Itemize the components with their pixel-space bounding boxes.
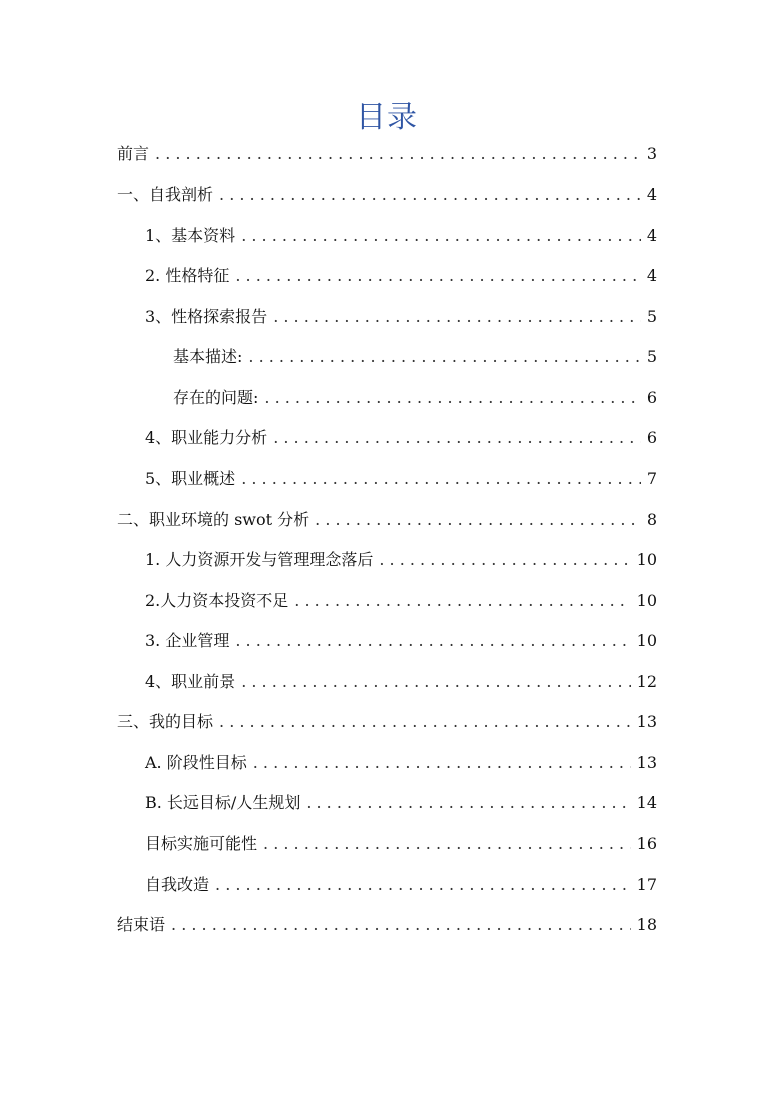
- toc-entry-label: 结束语: [117, 915, 166, 934]
- toc-entry-1-3-1[interactable]: [173, 345, 657, 369]
- toc-entry-label: 4、职业能力分析: [145, 428, 268, 447]
- toc-entry-chapter-1[interactable]: [117, 183, 657, 207]
- toc-entry-label: 自我改造: [145, 875, 210, 894]
- toc-page-number: 3: [646, 144, 657, 163]
- dot-leader: [235, 629, 630, 653]
- toc-entry-label: 1. 人力资源开发与管理理念落后: [145, 550, 374, 569]
- toc-entry-label: 1、基本资料: [145, 226, 236, 245]
- dot-leader: [219, 710, 631, 734]
- toc-page-number: 10: [636, 631, 657, 650]
- dot-leader: [263, 832, 631, 856]
- toc-page-number: 7: [646, 469, 657, 488]
- toc-entry-2-3[interactable]: [145, 629, 657, 653]
- toc-page-number: 4: [646, 266, 657, 285]
- toc-title: 目录: [356, 100, 418, 135]
- dot-leader: [273, 426, 641, 450]
- toc-entry-label: 前言: [117, 144, 150, 163]
- dot-leader: [294, 589, 630, 613]
- toc-entry-2-4[interactable]: [145, 670, 657, 694]
- dot-leader: [306, 791, 630, 815]
- toc-entry-1-5[interactable]: [145, 467, 657, 491]
- toc-page-number: 10: [636, 591, 657, 610]
- toc-page-number: 10: [636, 550, 657, 569]
- toc-entry-label: 4、职业前景: [145, 672, 236, 691]
- dot-leader: [315, 508, 641, 532]
- toc-entry-label: 3. 企业管理: [145, 631, 230, 650]
- dot-leader: [171, 913, 631, 937]
- toc-entry-label: A. 阶段性目标: [145, 753, 247, 772]
- toc-entry-3-d[interactable]: [145, 873, 657, 897]
- dot-leader: [235, 264, 640, 288]
- toc-page-number: 13: [636, 753, 657, 772]
- dot-leader: [241, 670, 630, 694]
- toc-entry-chapter-2[interactable]: [117, 508, 657, 532]
- dot-leader: [264, 386, 640, 410]
- dot-leader: [219, 183, 641, 207]
- toc-page-number: 8: [646, 510, 657, 529]
- toc-page-number: 17: [636, 875, 657, 894]
- toc-page-number: 4: [646, 185, 657, 204]
- dot-leader: [379, 548, 630, 572]
- dot-leader: [248, 345, 640, 369]
- toc-entry-label: 二、职业环境的 swot 分析: [117, 510, 310, 529]
- toc-entry-label: 3、性格探索报告: [145, 307, 268, 326]
- dot-leader: [215, 873, 631, 897]
- toc-entry-label: 基本描述:: [173, 347, 243, 366]
- toc-entry-label: 存在的问题:: [173, 388, 259, 407]
- toc-entry-1-2[interactable]: [145, 264, 657, 288]
- toc-entry-preface[interactable]: [117, 142, 657, 166]
- toc-entry-3-c[interactable]: [145, 832, 657, 856]
- toc-page-number: 5: [646, 307, 657, 326]
- toc-entry-2-1[interactable]: [145, 548, 657, 572]
- toc-page-number: 4: [646, 226, 657, 245]
- toc-entry-2-2[interactable]: [145, 589, 657, 613]
- toc-page-number: 12: [636, 672, 657, 691]
- toc-page-number: 6: [646, 388, 657, 407]
- toc-page-number: 16: [636, 834, 657, 853]
- toc-entry-conclusion[interactable]: [117, 913, 657, 937]
- dot-leader: [241, 224, 641, 248]
- toc-entry-1-3[interactable]: [145, 305, 657, 329]
- toc-entry-label: 2. 性格特征: [145, 266, 230, 285]
- toc-page-number: 5: [646, 347, 657, 366]
- dot-leader: [241, 467, 641, 491]
- toc-entry-1-3-2[interactable]: [173, 386, 657, 410]
- dot-leader: [253, 751, 631, 775]
- toc-entry-label: B. 长远目标/人生规划: [145, 793, 301, 812]
- toc-page-number: 13: [636, 712, 657, 731]
- toc-entry-label: 一、自我剖析: [117, 185, 214, 204]
- toc-entry-label: 三、我的目标: [117, 712, 214, 731]
- toc-entry-label: 5、职业概述: [145, 469, 236, 488]
- toc-entry-label: 目标实施可能性: [145, 834, 258, 853]
- toc-page-number: 6: [646, 428, 657, 447]
- toc-page-number: 14: [636, 793, 657, 812]
- toc-entry-1-4[interactable]: [145, 426, 657, 450]
- toc-entry-label: 2.人力资本投资不足: [145, 591, 289, 610]
- toc-entry-3-b[interactable]: [145, 791, 657, 815]
- toc-page-number: 18: [636, 915, 657, 934]
- toc-entry-3-a[interactable]: [145, 751, 657, 775]
- toc-entry-1-1[interactable]: [145, 224, 657, 248]
- dot-leader: [273, 305, 641, 329]
- toc-entry-chapter-3[interactable]: [117, 710, 657, 734]
- dot-leader: [155, 142, 641, 166]
